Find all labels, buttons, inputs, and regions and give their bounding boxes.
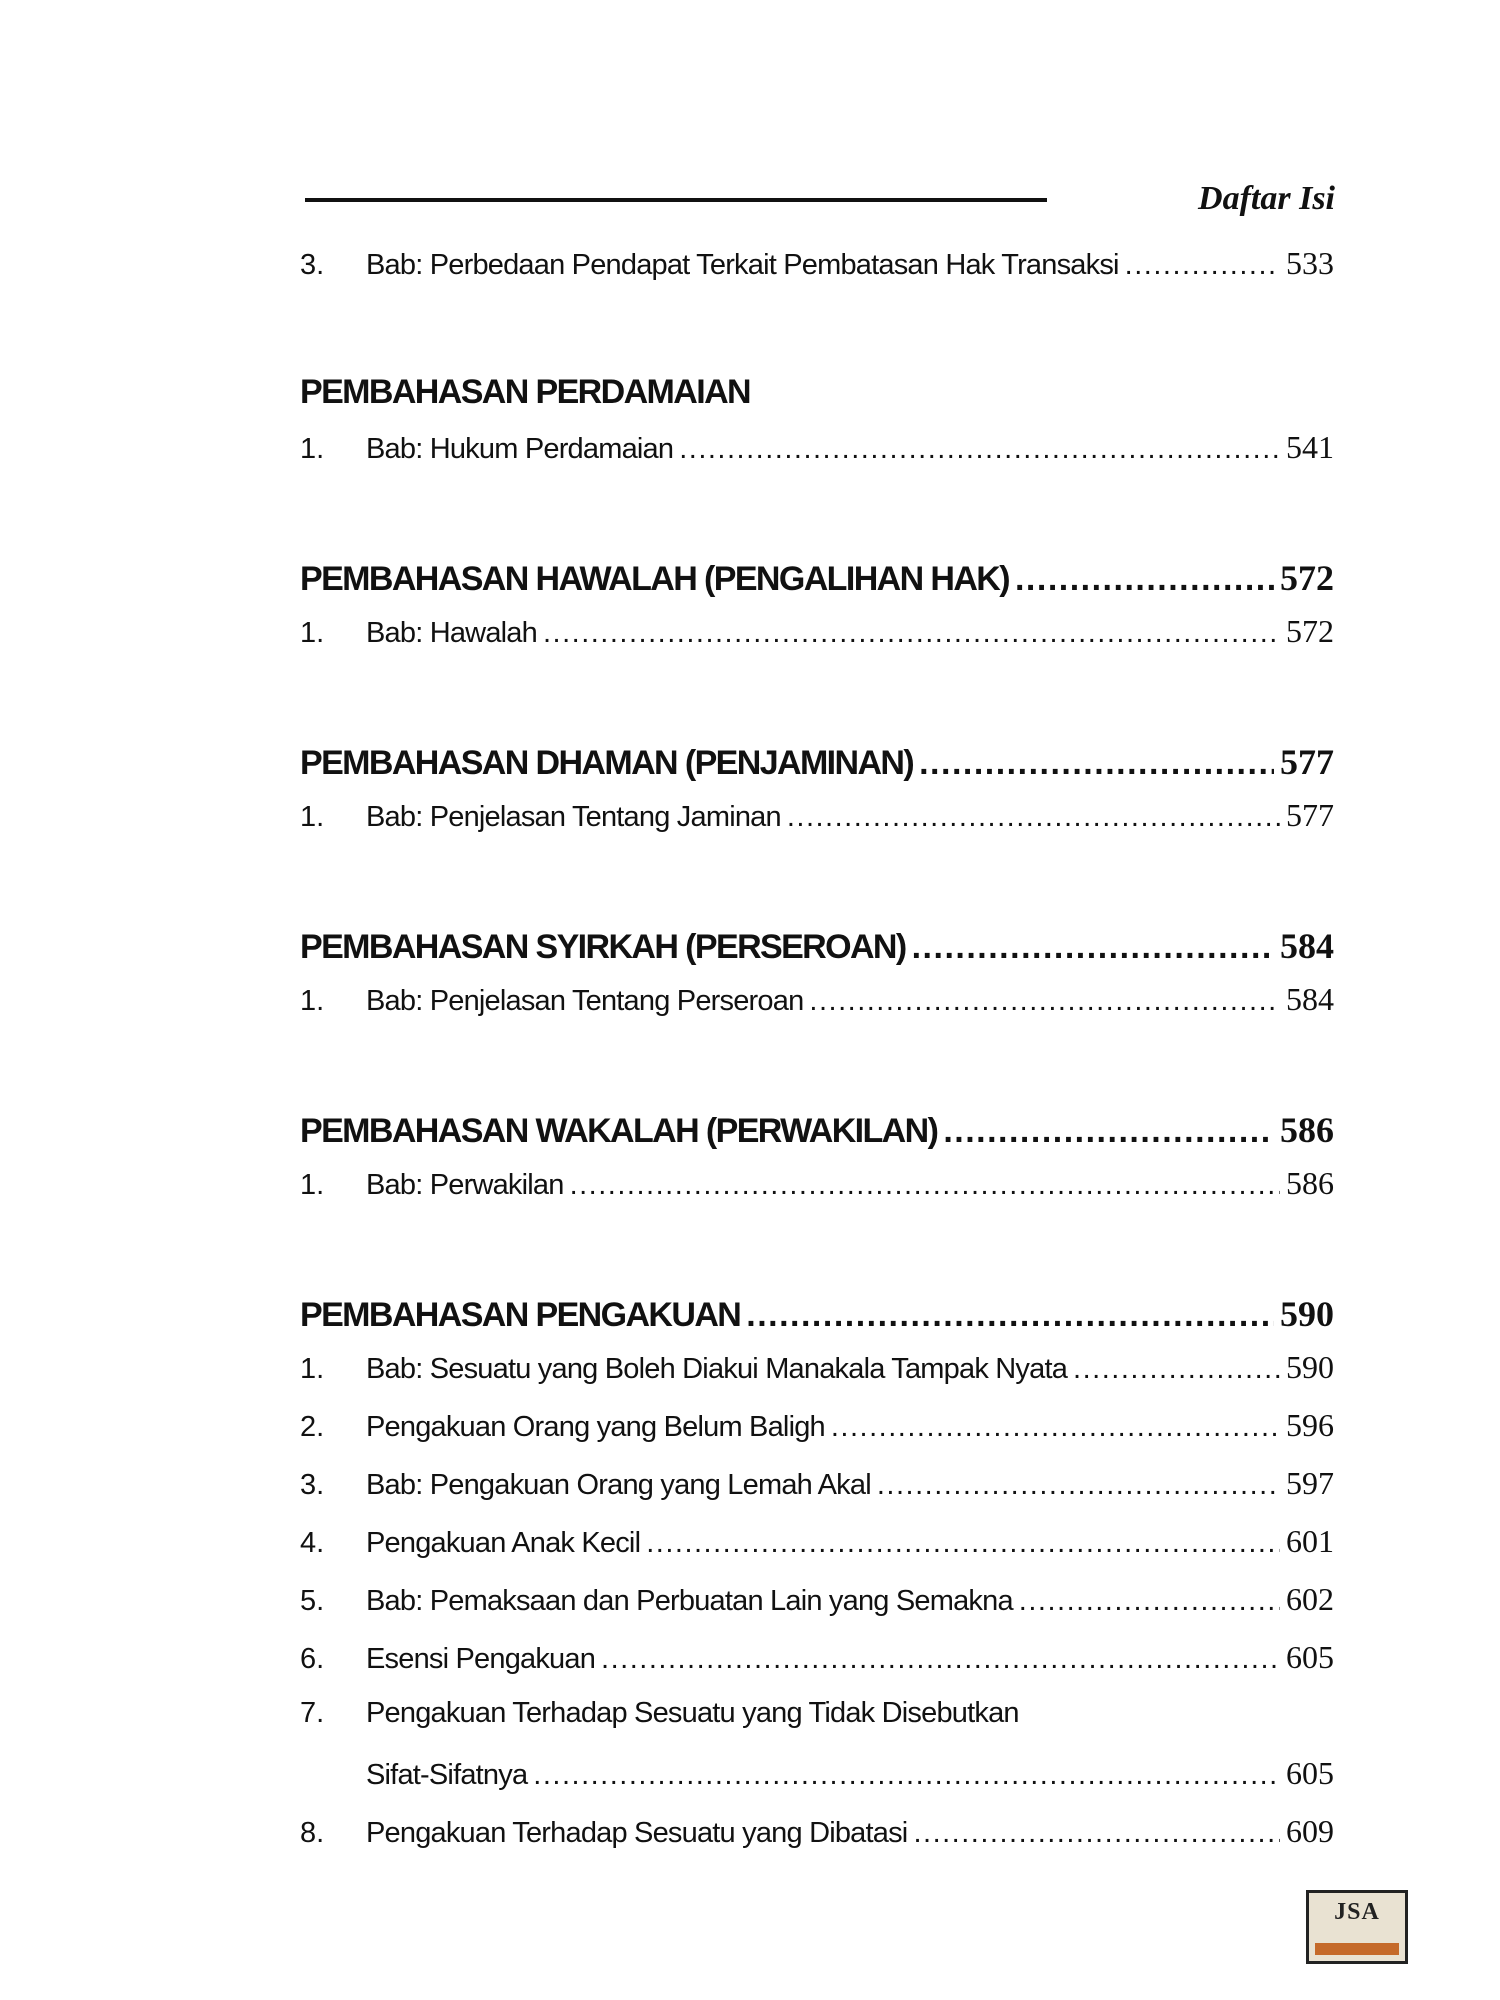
heading-text: PEMBAHASAN PENGAKUAN [300,1296,741,1334]
page-title: Daftar Isi [1198,180,1335,217]
toc-entry[interactable] [300,1639,1334,1697]
entry-text: Pengakuan Orang yang Belum Baligh [366,1411,825,1443]
leader-dots [787,801,1280,834]
leader-dots [543,617,1280,650]
toc-entry[interactable] [300,981,1334,1039]
toc-entry[interactable] [300,1581,1334,1639]
entry-page: 602 [1286,1581,1334,1617]
section-heading[interactable] [300,741,1334,797]
toc-entry[interactable] [300,1349,1334,1407]
entry-page: 541 [1286,429,1334,465]
section-heading[interactable] [300,557,1334,613]
toc-entry[interactable] [300,429,1334,487]
entry-text: Bab: Penjelasan Tentang Perseroan [366,985,804,1017]
leader-dots [1073,1353,1280,1386]
section-heading[interactable] [300,373,1334,429]
entry-number: 4. [300,1527,325,1559]
entry-text: Pengakuan Anak Kecil [366,1527,641,1559]
leader-dots [679,433,1280,466]
leader-dots [831,1411,1280,1444]
entry-number: 2. [300,1411,325,1443]
leader-dots [570,1169,1280,1202]
entry-page: 577 [1286,797,1334,833]
entry-text: Bab: Hukum Perdamaian [366,433,674,465]
entry-number: 8. [300,1817,325,1849]
entry-page: 586 [1286,1165,1334,1201]
entry-text-continued: Sifat-Sifatnya [366,1759,528,1791]
section-heading[interactable] [300,925,1334,981]
entry-text: Bab: Pemaksaan dan Perbuatan Lain yang Semakna [366,1585,1013,1617]
toc-section [300,1293,1334,1871]
toc-section [300,741,1334,855]
toc-entry[interactable] [300,245,1334,303]
leader-dots [919,744,1274,783]
entry-page: 590 [1286,1349,1334,1385]
toc-entry-line2[interactable] [300,1755,1334,1813]
table-of-contents [300,245,1334,1871]
toc-entry-line1[interactable] [300,1697,1334,1755]
toc-entry[interactable] [300,1165,1334,1223]
entry-page: 605 [1286,1755,1334,1791]
toc-section [300,1109,1334,1223]
toc-entry[interactable] [300,1407,1334,1465]
leader-dots [1015,560,1274,599]
toc-entry[interactable] [300,1813,1334,1871]
heading-text: PEMBAHASAN PERDAMAIAN [300,373,750,411]
entry-text: Bab: Perwakilan [366,1169,564,1201]
entry-number: 5. [300,1585,325,1617]
toc-entry[interactable] [300,613,1334,671]
leader-dots [1019,1585,1280,1618]
toc-entry[interactable] [300,1523,1334,1581]
entry-page: 533 [1286,245,1334,281]
toc-entry[interactable] [300,1465,1334,1523]
toc-entry[interactable] [300,797,1334,855]
heading-text: PEMBAHASAN HAWALAH (PENGALIHAN HAK) [300,560,1009,598]
heading-text: PEMBAHASAN SYIRKAH (PERSEROAN) [300,928,906,966]
running-header [305,180,1335,224]
section-heading[interactable] [300,1109,1334,1165]
leader-dots [809,985,1280,1018]
entry-text: Bab: Pengakuan Orang yang Lemah Akal [366,1469,871,1501]
entry-number: 1. [300,433,325,465]
heading-page: 577 [1280,742,1334,782]
leader-dots [913,1817,1280,1850]
heading-page: 590 [1280,1294,1334,1334]
heading-page: 572 [1280,558,1334,598]
heading-text: PEMBAHASAN DHAMAN (PENJAMINAN) [300,744,914,782]
entry-number: 6. [300,1643,325,1675]
toc-section [300,245,1334,303]
leader-dots [646,1527,1280,1560]
entry-text: Bab: Penjelasan Tentang Jaminan [366,801,781,833]
leader-dots [533,1759,1280,1792]
leader-dots [877,1469,1280,1502]
entry-page: 601 [1286,1523,1334,1559]
leader-dots [601,1643,1280,1676]
entry-number: 1. [300,1353,325,1385]
header-rule [305,198,1047,202]
entry-number: 1. [300,1169,325,1201]
jsa-logo [1306,1890,1408,1964]
toc-section [300,373,1334,487]
entry-text: Pengakuan Terhadap Sesuatu yang Dibatasi [366,1817,908,1849]
entry-page: 605 [1286,1639,1334,1675]
entry-number: 1. [300,985,325,1017]
entry-number: 3. [300,249,325,281]
entry-page: 597 [1286,1465,1334,1501]
entry-text: Bab: Perbedaan Pendapat Terkait Pembatasan Hak Transaksi [366,249,1119,281]
heading-text: PEMBAHASAN WAKALAH (PERWAKILAN) [300,1112,938,1150]
heading-page: 584 [1280,926,1334,966]
entry-text: Esensi Pengakuan [366,1643,596,1675]
toc-section [300,925,1334,1039]
leader-dots [943,1112,1274,1151]
entry-page: 572 [1286,613,1334,649]
entry-page: 609 [1286,1813,1334,1849]
entry-number: 3. [300,1469,325,1501]
entry-page: 584 [1286,981,1334,1017]
toc-section [300,557,1334,671]
logo-base [1315,1943,1399,1955]
heading-page: 586 [1280,1110,1334,1150]
entry-number: 1. [300,617,325,649]
leader-dots [912,928,1274,967]
entry-text: Bab: Sesuatu yang Boleh Diakui Manakala Tampak Nyata [366,1353,1068,1385]
leader-dots [1125,249,1280,282]
entry-page: 596 [1286,1407,1334,1443]
entry-number: 1. [300,801,325,833]
entry-text: Bab: Hawalah [366,617,537,649]
entry-text: Pengakuan Terhadap Sesuatu yang Tidak Disebutkan [366,1697,1019,1729]
section-heading[interactable] [300,1293,1334,1349]
entry-number: 7. [300,1697,325,1729]
logo-text: JSA [1334,1899,1380,1925]
leader-dots [746,1296,1274,1335]
